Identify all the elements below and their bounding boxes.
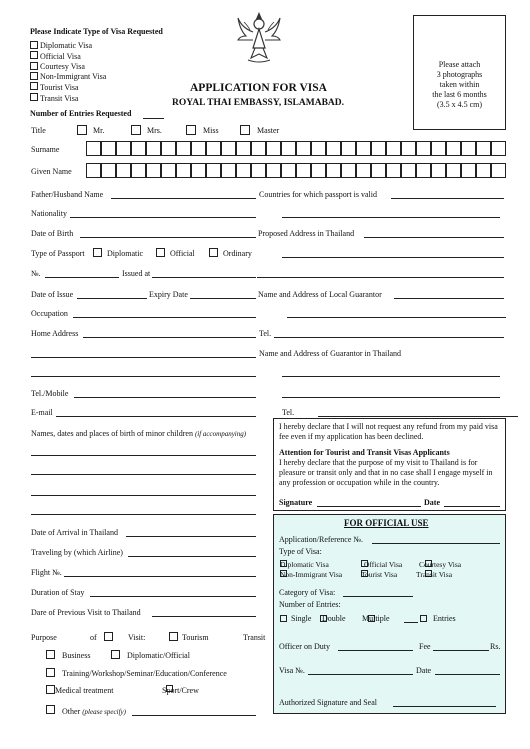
guarantor-tel-label: Tel. [259, 329, 272, 338]
tourist-visa-checkbox[interactable] [30, 82, 38, 90]
letter-cell[interactable] [476, 163, 491, 178]
photo-instruction-1: Please attach [438, 60, 481, 69]
children-label [31, 429, 246, 438]
fee-label: Fee [419, 642, 431, 651]
local-guarantor-field[interactable] [394, 298, 504, 299]
ou-official-label: Official Visa [364, 560, 403, 569]
arrival-field[interactable] [126, 536, 256, 537]
airline-field[interactable] [128, 556, 256, 557]
diplomatic-official-label: Diplomatic/Official [127, 651, 190, 660]
children-field-3[interactable] [31, 495, 256, 496]
auth-sig-field[interactable] [393, 706, 496, 707]
previous-visit-field[interactable] [152, 616, 256, 617]
letter-cell[interactable] [416, 163, 431, 178]
ou-diplomatic-label: Diplomatic Visa [280, 560, 329, 569]
type-visa-label: Type of Visa: [279, 547, 322, 556]
date-issue-field[interactable] [77, 298, 147, 299]
passport-no-field[interactable] [45, 277, 119, 278]
declaration-date-field[interactable] [444, 506, 500, 507]
guarantor-tel-2-field[interactable] [318, 416, 518, 417]
stay-field[interactable] [90, 596, 256, 597]
other-checkbox[interactable] [46, 705, 55, 714]
letter-cell[interactable] [356, 163, 371, 178]
type-passport-label: Type of Passport [31, 249, 85, 258]
letter-cell[interactable] [161, 141, 176, 156]
other-field[interactable] [132, 715, 256, 716]
letter-cell[interactable] [266, 141, 281, 156]
guarantor-thailand-label: Name and Address of Guarantor in Thailand [259, 349, 402, 358]
photo-instruction-4: the last 6 months [432, 90, 487, 99]
diplomatic-visa-checkbox[interactable] [30, 41, 38, 49]
guarantor-thailand-field-2[interactable] [282, 397, 500, 398]
category-label: Category of Visa: [279, 588, 336, 597]
letter-cell[interactable] [191, 141, 206, 156]
flight-label: Flight №. [31, 568, 62, 577]
fee-field[interactable] [433, 650, 489, 651]
stay-label: Duration of Stay [31, 588, 85, 597]
letter-cell[interactable] [431, 141, 446, 156]
business-checkbox[interactable] [46, 650, 55, 659]
auth-sig-label: Authorized Signature and Seal [279, 698, 377, 707]
passport-no-label: №. [31, 269, 41, 278]
passport-ordinary-label: Ordinary [223, 249, 252, 258]
given-name-grid[interactable] [86, 163, 506, 178]
letter-cell[interactable] [356, 141, 371, 156]
form-subtitle: ROYAL THAI EMBASSY, ISLAMABAD. [172, 98, 345, 108]
courtesy-visa-checkbox[interactable] [30, 62, 38, 70]
letter-cell[interactable] [311, 163, 326, 178]
app-ref-field[interactable] [372, 543, 500, 544]
flight-field[interactable] [64, 576, 256, 577]
double-label: Double [322, 614, 346, 623]
purpose-visit-checkbox[interactable] [104, 632, 113, 641]
num-entries-label: Number of Entries: [279, 600, 341, 609]
occupation-label: Occupation [31, 309, 68, 318]
official-use-heading: FOR OFFICIAL USE [344, 518, 429, 528]
tourist-visa-label: Tourist Visa [40, 83, 79, 92]
diplomatic-official-checkbox[interactable] [111, 650, 120, 659]
transit-visa-checkbox[interactable] [30, 93, 38, 101]
father-husband-label: Father/Husband Name [31, 190, 104, 199]
home-address-field-2[interactable] [31, 357, 256, 358]
entries-requested-label: Number of Entries Requested [30, 109, 132, 118]
letter-cell[interactable] [221, 163, 236, 178]
title-label: Title [31, 126, 46, 135]
training-checkbox[interactable] [46, 668, 55, 677]
letter-cell[interactable] [326, 141, 341, 156]
purpose-visit-label: Visit: [128, 633, 146, 642]
letter-cell[interactable] [146, 163, 161, 178]
letter-cell[interactable] [311, 141, 326, 156]
letter-cell[interactable] [176, 141, 191, 156]
medical-checkbox[interactable] [46, 685, 55, 694]
letter-cell[interactable] [116, 163, 131, 178]
form-title: APPLICATION FOR VISA [190, 82, 327, 94]
transit-visa-label: Transit Visa [40, 94, 79, 103]
dob-label: Date of Birth [31, 229, 74, 238]
officer-field[interactable] [338, 650, 413, 651]
letter-cell[interactable] [491, 163, 506, 178]
medical-label: Medical treatment [55, 686, 114, 695]
arrival-label: Date of Arrival in Thailand [31, 528, 118, 537]
letter-cell[interactable] [461, 141, 476, 156]
letter-cell[interactable] [176, 163, 191, 178]
letter-cell[interactable] [461, 163, 476, 178]
mrs-label: Mrs. [147, 126, 162, 135]
master-label: Master [257, 126, 280, 135]
letter-cell[interactable] [116, 141, 131, 156]
letter-cell[interactable] [386, 163, 401, 178]
surname-grid[interactable] [86, 141, 506, 156]
letter-cell[interactable] [476, 141, 491, 156]
passport-diplomatic-checkbox[interactable] [93, 248, 102, 257]
letter-cell[interactable] [446, 141, 461, 156]
passport-ordinary-checkbox[interactable] [209, 248, 218, 257]
miss-label: Miss [203, 126, 219, 135]
ou-nonimm-label: Non-Immigrant Visa [280, 570, 343, 579]
transit-purpose-label: Transit [243, 633, 266, 642]
letter-cell[interactable] [341, 141, 356, 156]
countries-label: Countries for which passport is valid [259, 190, 377, 199]
letter-cell[interactable] [281, 141, 296, 156]
letter-cell[interactable] [296, 141, 311, 156]
letter-cell[interactable] [236, 141, 251, 156]
home-address-field-3[interactable] [31, 376, 256, 377]
rs-label: Rs. [490, 642, 501, 651]
letter-cell[interactable] [386, 141, 401, 156]
letter-cell[interactable] [416, 141, 431, 156]
letter-cell[interactable] [371, 141, 386, 156]
purpose-declaration: I hereby declare that the purpose of my visit to Thailand is for pleasure or transit only and that in no case shall I engage myself in any profession or occupation while in the country. [279, 458, 493, 487]
previous-visit-label: Dare of Previous Visit to Thailand [31, 608, 141, 617]
letter-cell[interactable] [371, 163, 386, 178]
letter-cell[interactable] [206, 163, 221, 178]
expiry-label: Expiry Date [149, 290, 188, 299]
entries-requested-field[interactable] [143, 118, 164, 119]
mrs-checkbox[interactable] [131, 125, 141, 135]
letter-cell[interactable] [206, 141, 221, 156]
guarantor-tel-2-label: Tel. [282, 408, 295, 417]
letter-cell[interactable] [221, 141, 236, 156]
please-specify-note: (please specify) [82, 708, 126, 716]
letter-cell[interactable] [281, 163, 296, 178]
single-label: Single [291, 614, 312, 623]
dob-field[interactable] [80, 237, 256, 238]
ou-transit-label: Transit Visa [416, 570, 453, 579]
entries-label: Entries [433, 614, 456, 623]
ou-date-label: Date [416, 666, 432, 675]
guarantor-thailand-field[interactable] [282, 376, 500, 377]
sport-crew-label: Sport/Crew [162, 686, 199, 695]
letter-cell[interactable] [491, 141, 506, 156]
email-field[interactable] [56, 416, 256, 417]
countries-field[interactable] [391, 198, 504, 199]
issued-at-field[interactable] [152, 277, 256, 278]
tel-mobile-label: Tel./Mobile [31, 389, 69, 398]
visa-no-field[interactable] [308, 674, 413, 675]
proposed-address-field[interactable] [364, 237, 504, 238]
children-field-4[interactable] [31, 514, 256, 515]
letter-cell[interactable] [161, 163, 176, 178]
mr-label: Mr. [93, 126, 105, 135]
officer-label: Officer on Duty [279, 642, 330, 651]
business-label: Business [62, 651, 91, 660]
tourism-checkbox[interactable] [169, 632, 178, 641]
letter-cell[interactable] [251, 163, 266, 178]
letter-cell[interactable] [191, 163, 206, 178]
children-label-text: Names, dates and places of birth of minor children [31, 429, 193, 438]
proposed-address-field-2[interactable] [282, 257, 504, 258]
letter-cell[interactable] [446, 163, 461, 178]
signature-field[interactable] [317, 506, 421, 507]
app-ref-label: Application/Reference №. [279, 535, 364, 544]
letter-cell[interactable] [296, 163, 311, 178]
entries-checkbox[interactable] [420, 615, 427, 622]
passport-official-checkbox[interactable] [156, 248, 165, 257]
letter-cell[interactable] [251, 141, 266, 156]
local-guarantor-field-2[interactable] [287, 317, 506, 318]
non-immigrant-visa-checkbox[interactable] [30, 72, 38, 80]
children-field-2[interactable] [31, 474, 256, 475]
training-label: Training/Workshop/Seminar/Education/Conference [62, 669, 227, 678]
attention-heading: Attention for Tourist and Transit Visas Applicants [279, 448, 450, 457]
letter-cell[interactable] [86, 163, 101, 178]
local-guarantor-label: Name and Address of Local Guarantor [258, 290, 382, 299]
nationality-label: Nationality [31, 209, 67, 218]
surname-label: Surname [31, 145, 60, 154]
courtesy-visa-label: Courtesy Visa [40, 62, 85, 71]
single-checkbox[interactable] [280, 615, 287, 622]
declaration-date-label: Date [424, 498, 440, 507]
proposed-address-label: Proposed Address in Thailand [258, 229, 355, 238]
ou-tourist-label: Tourist Visa [361, 570, 398, 579]
diplomatic-visa-label: Diplomatic Visa [40, 41, 93, 50]
multiple-label: Multiple [362, 614, 390, 623]
father-husband-field[interactable] [111, 198, 256, 199]
purpose-of-label: of [90, 633, 97, 642]
letter-cell[interactable] [131, 163, 146, 178]
category-field[interactable] [343, 596, 413, 597]
garuda-emblem-icon [236, 10, 282, 64]
ou-courtesy-label: Courtesy Visa [419, 560, 462, 569]
non-immigrant-visa-label: Non-Immigrant Visa [40, 72, 107, 81]
official-visa-checkbox[interactable] [30, 51, 38, 59]
letter-cell[interactable] [431, 163, 446, 178]
letter-cell[interactable] [236, 163, 251, 178]
home-address-label: Home Address [31, 329, 79, 338]
ou-date-field[interactable] [435, 674, 500, 675]
refund-declaration: I hereby declare that I will not request any refund from my paid visa fee even if my application has been declined. [279, 422, 498, 441]
email-label: E-mail [31, 408, 53, 417]
proposed-address-field-3[interactable] [257, 277, 504, 278]
letter-cell[interactable] [86, 141, 101, 156]
signature-label: Signature [279, 498, 313, 507]
mr-checkbox[interactable] [77, 125, 87, 135]
miss-checkbox[interactable] [186, 125, 196, 135]
official-visa-label: Official Visa [40, 52, 81, 61]
letter-cell[interactable] [341, 163, 356, 178]
purpose-label: Purpose [31, 633, 57, 642]
tel-mobile-field[interactable] [74, 397, 256, 398]
airline-label: Traveling by (which Airline) [31, 548, 123, 557]
letter-cell[interactable] [101, 163, 116, 178]
photo-instruction-2: 3 photographs [436, 70, 483, 79]
master-checkbox[interactable] [240, 125, 250, 135]
guarantor-tel-field[interactable] [274, 337, 504, 338]
other-label-text: Other [62, 707, 81, 716]
letter-cell[interactable] [146, 141, 161, 156]
countries-field-2[interactable] [282, 217, 500, 218]
photo-instruction-3: taken within [439, 80, 480, 89]
letter-cell[interactable] [401, 163, 416, 178]
issued-at-label: Issued at [122, 269, 151, 278]
visa-type-heading: Please Indicate Type of Visa Requested [30, 27, 163, 36]
other-label [62, 707, 126, 716]
given-name-label: Given Name [31, 167, 72, 176]
photo-box [413, 15, 506, 130]
tourism-label: Tourism [182, 633, 209, 642]
nationality-field[interactable] [70, 217, 256, 218]
photo-instruction-5: (3.5 x 4.5 cm) [436, 100, 483, 109]
date-issue-label: Date of Issue [31, 290, 74, 299]
letter-cell[interactable] [131, 141, 146, 156]
passport-official-label: Official [170, 249, 195, 258]
occupation-field[interactable] [73, 317, 256, 318]
visa-no-label: Visa №. [279, 666, 305, 675]
children-field-1[interactable] [31, 455, 256, 456]
home-address-field[interactable] [83, 337, 256, 338]
letter-cell[interactable] [401, 141, 416, 156]
letter-cell[interactable] [326, 163, 341, 178]
passport-diplomatic-label: Diplomatic [107, 249, 143, 258]
entries-count-field[interactable] [404, 622, 418, 623]
letter-cell[interactable] [101, 141, 116, 156]
expiry-field[interactable] [190, 298, 256, 299]
if-accompanying-note: (if accompanying) [194, 430, 247, 438]
letter-cell[interactable] [266, 163, 281, 178]
